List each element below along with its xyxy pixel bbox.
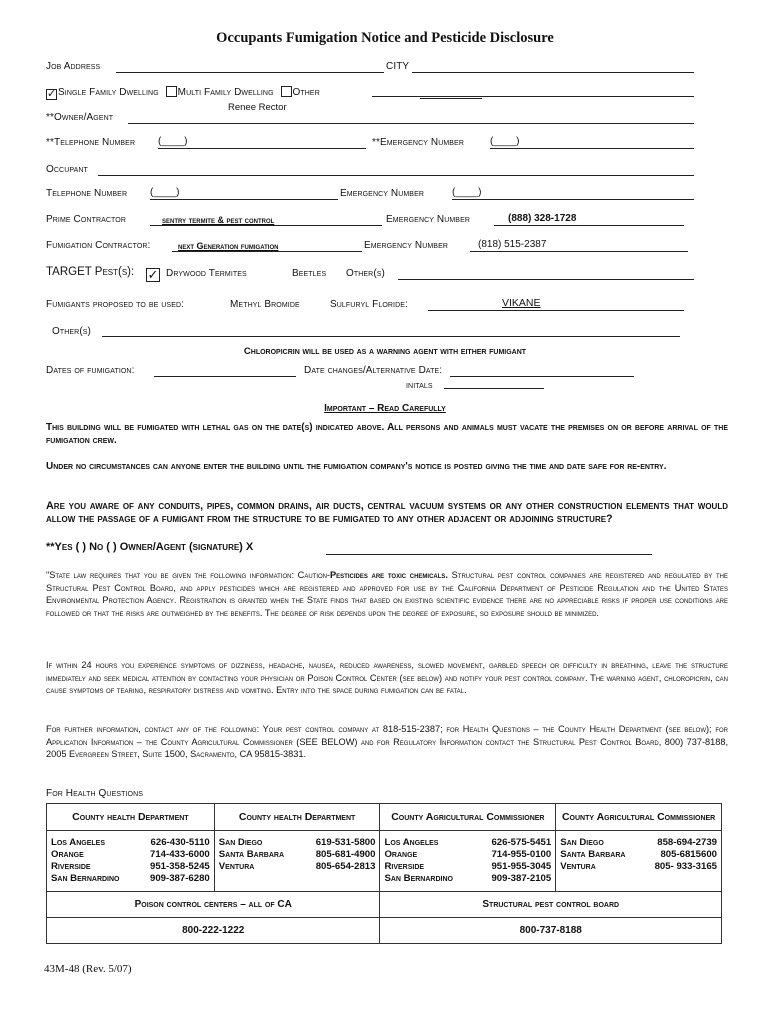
prime-emergency-label: Emergency Number bbox=[386, 214, 470, 225]
county-phone: 805-681-4900 bbox=[315, 849, 376, 860]
county-name: Santa Barbara bbox=[218, 849, 284, 860]
sulfuryl-floride-label: Sulfuryl Floride: bbox=[330, 299, 408, 310]
county-name: San Diego bbox=[218, 837, 263, 848]
other-fumigants-field[interactable] bbox=[102, 336, 680, 337]
county-name: Los Angeles bbox=[384, 837, 439, 848]
yes-no-signature-line: **Yes ( ) No ( ) Owner/Agent (signature) X bbox=[46, 541, 254, 553]
multi-family-label: Multi Family Dwelling bbox=[177, 87, 274, 98]
initals-field[interactable] bbox=[444, 388, 544, 389]
fumigants-label: Fumigants proposed to be used: bbox=[46, 299, 185, 310]
date-changes-field[interactable] bbox=[450, 376, 634, 377]
list-item bbox=[51, 849, 210, 861]
county-phone: 805-6815600 bbox=[660, 849, 717, 860]
county-phone: 858-694-2739 bbox=[657, 837, 717, 848]
list-item bbox=[219, 837, 376, 849]
drywood-termites-checkbox[interactable]: ✓ bbox=[147, 267, 159, 282]
occupant-label: Occupant bbox=[46, 164, 88, 175]
county-health-col2 bbox=[214, 831, 380, 892]
poison-control-label: Poison control centers – all of CA bbox=[47, 892, 380, 918]
reentry-notice: Under no circumstances can anyone enter the building until the fumigation company's notice is posted giving the time and date safe for re-entry. bbox=[46, 461, 667, 472]
list-item bbox=[560, 849, 717, 861]
spcb-label: Structural pest control board bbox=[380, 892, 722, 918]
sulfuryl-floride-value: VIKANE bbox=[502, 297, 541, 309]
county-name: Riverside bbox=[51, 861, 91, 872]
fum-emergency-field[interactable] bbox=[470, 251, 688, 252]
occ-emergency-label: Emergency Number bbox=[340, 188, 424, 199]
single-family-checkbox[interactable]: ✓ bbox=[47, 88, 57, 100]
county-name: Los Angeles bbox=[51, 837, 105, 848]
health-questions-label: For Health Questions bbox=[46, 788, 143, 799]
state-law-text-a: "State law requires that you be given the following information: Caution- bbox=[46, 570, 331, 580]
other-pests-label: Other(s) bbox=[346, 268, 385, 279]
state-law-text-b: Structural pest control companies are registered and regulated by the Structural Pest Control Board, and apply pesticides which are registered and approved for use by the California Department of Pesticide Regulation and the United States Environmental Protection Agency. Registration is granted when the State finds that based on existing scientific evidence there are no appreciable risks if proper use conditions are followed or that the risks are outweighed by the benefits. The degree of risk depends upon the degree of exposure, so exposure should be minimized. bbox=[46, 570, 728, 618]
list-item bbox=[384, 873, 551, 885]
county-name: San Bernardino bbox=[51, 873, 120, 884]
owner-agent-label: **Owner/Agent bbox=[46, 112, 114, 123]
county-phone: 714-433-6000 bbox=[150, 849, 210, 860]
other-dwelling-label: Other bbox=[292, 87, 320, 98]
county-health-col1 bbox=[47, 831, 215, 892]
occupant-field[interactable] bbox=[98, 175, 694, 176]
dates-label: Dates of fumigation: bbox=[46, 365, 135, 376]
header-county-ag-2: County Agricultural Commissioner bbox=[556, 804, 722, 831]
prime-contractor-field[interactable] bbox=[150, 225, 382, 226]
prime-emergency-value: (888) 328-1728 bbox=[508, 213, 577, 224]
county-ag-col2 bbox=[556, 831, 722, 892]
county-ag-col1 bbox=[380, 831, 556, 892]
conduits-question: Are you aware of any conduits, pipes, common drains, air ducts, central vacuum systems or any other construction elements that would allow the passage of a fumigant from the structure to be fumigated to any other adjacent or adjoining structure? bbox=[46, 500, 728, 526]
important-heading: Important – Read Carefully bbox=[324, 403, 446, 414]
poison-control-phone: 800-222-1222 bbox=[47, 918, 380, 944]
dates-field[interactable] bbox=[154, 376, 296, 377]
emergency-label: **Emergency Number bbox=[372, 137, 464, 148]
single-family-label: Single Family Dwelling bbox=[58, 87, 159, 98]
job-address-field[interactable] bbox=[116, 72, 384, 73]
fum-emergency-value: (818) 515-2387 bbox=[478, 239, 547, 250]
beetles-label: Beetles bbox=[292, 268, 327, 279]
drywood-termites-label: Drywood Termites bbox=[166, 268, 247, 279]
county-phone: 714-955-0100 bbox=[491, 849, 552, 860]
initals-label: initals bbox=[406, 380, 433, 391]
city-field[interactable] bbox=[412, 72, 694, 73]
occ-telephone-field[interactable] bbox=[150, 199, 338, 200]
owner-agent-field[interactable] bbox=[128, 123, 694, 124]
other-fumigants-label: Other(s) bbox=[52, 326, 91, 337]
county-name: Santa Barbara bbox=[560, 849, 626, 860]
city-label: CITY bbox=[386, 61, 410, 72]
other-dwelling-subline bbox=[420, 98, 482, 99]
fum-contractor-value: next Generation fumigation bbox=[178, 241, 279, 251]
county-name: San Bernardino bbox=[384, 873, 453, 884]
county-name: Orange bbox=[51, 849, 84, 860]
list-item bbox=[384, 837, 551, 849]
other-dwelling-checkbox[interactable] bbox=[281, 86, 292, 97]
county-phone: 619-531-5800 bbox=[315, 837, 376, 848]
dwelling-row bbox=[46, 86, 320, 100]
multi-family-checkbox[interactable] bbox=[166, 86, 177, 97]
occ-telephone-value: (____) bbox=[150, 187, 180, 198]
spcb-phone: 800-737-8188 bbox=[380, 918, 722, 944]
job-address-label: Job Address bbox=[46, 61, 101, 72]
date-changes-label: Date changes/Alternative Date: bbox=[304, 365, 443, 376]
list-item bbox=[560, 837, 717, 849]
list-item bbox=[51, 837, 210, 849]
symptoms-paragraph: If within 24 hours you experience symptoms of dizziness, headache, nausea, reduced awareness, slowed movement, garbled speech or difficulty in breathing, leave the structure immediately and seek medical attention by contacting your physician or Poison Control Center (see below) and notify your pest control company. The warning agent, chloropicrin, can cause symptoms of tearing, respiratory distress and vomiting. Entry into the space during fumigation can be fatal. bbox=[46, 660, 728, 696]
telephone-label: **Telephone Number bbox=[46, 137, 136, 148]
county-name: Riverside bbox=[384, 861, 425, 872]
prime-contractor-value: sentry termite & pest control bbox=[162, 215, 275, 225]
list-item bbox=[219, 861, 376, 873]
county-name: San Diego bbox=[560, 837, 604, 848]
list-item bbox=[384, 849, 551, 861]
page-title: Occupants Fumigation Notice and Pesticide Disclosure bbox=[216, 30, 554, 46]
fum-emergency-label: Emergency Number bbox=[364, 240, 448, 251]
list-item bbox=[384, 861, 551, 873]
fum-contractor-label: Fumigation Contractor: bbox=[46, 240, 151, 251]
target-pests-checkbox-wrap bbox=[146, 264, 161, 282]
header-county-health-1: County health Department bbox=[47, 804, 215, 831]
state-law-paragraph bbox=[46, 569, 728, 619]
prime-emergency-field[interactable] bbox=[494, 225, 684, 226]
telephone-value: (____) bbox=[158, 136, 188, 147]
owner-agent-value: Renee Rector bbox=[228, 102, 287, 113]
vacate-notice: This building will be fumigated with lethal gas on the date(s) indicated above. All persons and animals must vacate the premises on or before arrival of the fumigation crew. bbox=[46, 422, 728, 446]
county-phone: 626-430-5110 bbox=[150, 837, 210, 848]
header-county-ag-1: County Agricultural Commissioner bbox=[380, 804, 556, 831]
list-item bbox=[51, 861, 210, 873]
county-phone: 805- 933-3165 bbox=[654, 861, 717, 872]
county-name: Ventura bbox=[560, 861, 596, 872]
other-pests-field[interactable] bbox=[398, 279, 694, 280]
county-phone: 951-955-3045 bbox=[491, 861, 552, 872]
fum-contractor-field[interactable] bbox=[172, 251, 362, 252]
owner-signature-field[interactable] bbox=[326, 554, 652, 555]
list-item bbox=[219, 849, 376, 861]
form-number: 43M-48 (Rev. 5/07) bbox=[44, 963, 132, 975]
prime-contractor-label: Prime Contractor bbox=[46, 214, 126, 225]
further-info-paragraph: For further information, contact any of the following: Your pest control company at 818-515-2387; for Health Questions – the County Health Department (see below); for Application Information – the County Agricultural Commissioner (SEE BELOW) and for Regulatory Information contact the Structural Pest Control Board, 800) 737-8188, 2005 Evergreen Street, Suite 1500, Sacramento, CA 95815-3831. bbox=[46, 724, 728, 760]
telephone-field[interactable] bbox=[158, 148, 366, 149]
target-pests-label: TARGET Pest(s): bbox=[46, 266, 135, 278]
methyl-bromide-label: Methyl Bromide bbox=[230, 299, 300, 310]
list-item bbox=[51, 873, 210, 885]
county-phone: 909-387-2105 bbox=[491, 873, 552, 884]
county-name: Ventura bbox=[218, 861, 255, 872]
sulfuryl-floride-field[interactable] bbox=[428, 310, 684, 311]
emergency-value: (____) bbox=[490, 136, 520, 147]
county-phone: 805-654-2813 bbox=[315, 861, 376, 872]
header-county-health-2: County health Department bbox=[214, 804, 380, 831]
county-name: Orange bbox=[384, 849, 418, 860]
other-dwelling-field[interactable] bbox=[372, 96, 694, 97]
list-item bbox=[560, 861, 717, 873]
county-phone: 951-358-5245 bbox=[150, 861, 210, 872]
chloropicrin-note: Chloropicrin will be used as a warning agent with either fumigant bbox=[243, 346, 527, 357]
county-phone: 909-387-6280 bbox=[150, 873, 210, 884]
county-phone: 626-575-5451 bbox=[491, 837, 552, 848]
emergency-field[interactable] bbox=[490, 148, 694, 149]
state-law-caution: Pesticides are toxic chemicals. bbox=[330, 570, 448, 580]
occ-telephone-label: Telephone Number bbox=[46, 188, 128, 199]
occ-emergency-field[interactable] bbox=[452, 199, 694, 200]
occ-emergency-value: (____) bbox=[452, 187, 482, 198]
health-contacts-table bbox=[46, 803, 722, 944]
